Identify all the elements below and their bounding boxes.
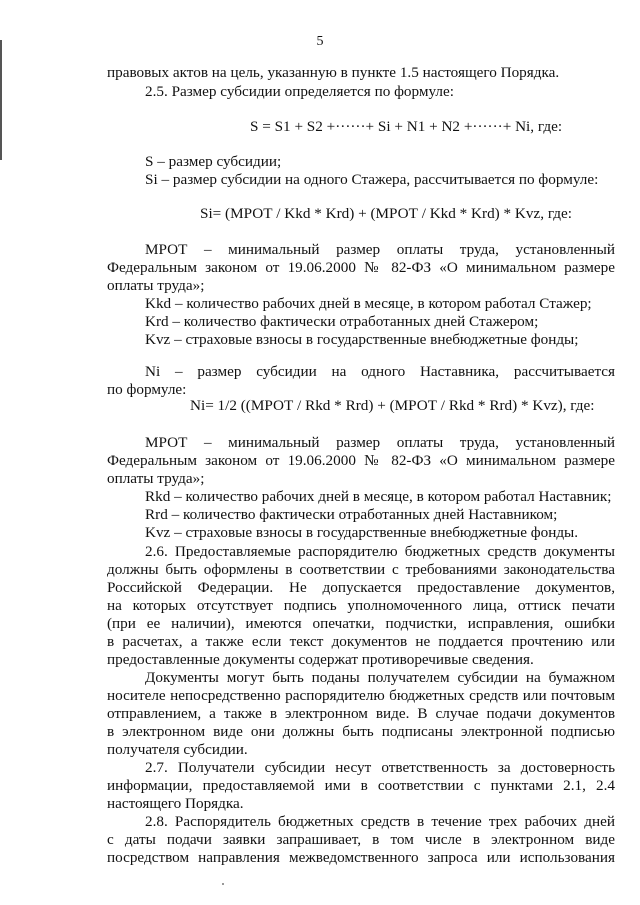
text-line: с даты подачи заявки запрашивает, в том числе в электронном виде bbox=[107, 831, 615, 848]
text-line: 2.8. Распорядитель бюджетных средств в течение трех рабочих дней bbox=[145, 813, 615, 830]
text-line: 2.5. Размер субсидии определяется по формуле: bbox=[145, 83, 454, 100]
text-line: Kvz – страховые взносы в государственные внебюджетные фонды. bbox=[145, 524, 579, 541]
text-line: предоставленные документы содержат противоречивые сведения. bbox=[107, 651, 534, 668]
text-line: посредством направления межведомственного запроса или использования bbox=[107, 849, 615, 866]
text-line: Rrd – количество фактически отработанных дней Наставником; bbox=[145, 506, 558, 523]
formula-si bbox=[200, 205, 572, 223]
text-line: информации, предоставляемой ими в соответствии с пунктами 2.1, 2.4 bbox=[107, 777, 615, 794]
text-line: получателя субсидии. bbox=[107, 741, 248, 758]
text-line: Kkd – количество рабочих дней в месяце, в котором работал Стажер; bbox=[145, 295, 592, 312]
text-line: Rkd – количество рабочих дней в месяце, в котором работал Наставник; bbox=[145, 488, 612, 505]
text-line: Kvz – страховые взносы в государственные внебюджетные фонды; bbox=[145, 331, 579, 348]
formula-text: S = S1 + S2 +······+ Si + N1 + N2 +······+ Ni, где: bbox=[250, 118, 563, 135]
text-line: Si – размер субсидии на одного Стажера, рассчитывается по формуле: bbox=[145, 171, 599, 188]
text-line: отправлением, а также в электронном виде. В случае подачи документов bbox=[107, 705, 615, 722]
text-line: носителе непосредственно распорядителю бюджетных средств или почтовым bbox=[107, 687, 615, 704]
page-number: 5 bbox=[316, 34, 324, 49]
formula-s bbox=[250, 118, 562, 136]
text-line: МРОТ – минимальный размер оплаты труда, установленный bbox=[145, 241, 615, 258]
text-line: в расчетах, а также если текст документов не поддается прочтению или bbox=[107, 633, 615, 650]
text-line: S – размер субсидии; bbox=[145, 153, 282, 170]
text-line: по формуле: bbox=[107, 381, 187, 398]
text-line: должны быть оформлены в соответствии с требованиями законодательства bbox=[107, 561, 615, 578]
text-line: (при ее наличии), имеются опечатки, подчистки, исправления, ошибки bbox=[107, 615, 615, 632]
text-line: Krd – количество фактически отработанных дней Стажером; bbox=[145, 313, 539, 330]
formula-ni bbox=[190, 397, 594, 415]
text-line: оплаты труда»; bbox=[107, 470, 205, 487]
text-line: МРОТ – минимальный размер оплаты труда, установленный bbox=[145, 434, 615, 451]
text-line: Федеральным законом от 19.06.2000 № 82-ФЗ «О минимальном размере bbox=[107, 452, 615, 469]
text-line: Федеральным законом от 19.06.2000 № 82-ФЗ «О минимальном размере bbox=[107, 259, 615, 276]
text-line: на которых отсутствует подпись уполномоченного лица, оттиск печати bbox=[107, 597, 615, 614]
text-line: Российской Федерации. Не допускается предоставление документов, bbox=[107, 579, 615, 596]
text-line: настоящего Порядка. bbox=[107, 795, 244, 812]
scan-speck bbox=[222, 883, 224, 885]
formula-text: Si= (МРОТ / Kkd * Krd) + (МРОТ / Kkd * Krd) * Kvz, где: bbox=[200, 205, 572, 222]
text-line: Ni – размер субсидии на одного Наставника, рассчитывается bbox=[145, 363, 615, 380]
scan-edge-mark bbox=[0, 40, 2, 160]
formula-text: Ni= 1/2 ((МРОТ / Rkd * Rrd) + (МРОТ / Rkd * Rrd) * Kvz), где: bbox=[190, 397, 595, 414]
text-line: правовых актов на цель, указанную в пункте 1.5 настоящего Порядка. bbox=[107, 64, 560, 81]
text-line: Документы могут быть поданы получателем субсидии на бумажном bbox=[145, 669, 615, 686]
text-line: оплаты труда»; bbox=[107, 277, 205, 294]
text-line: в электронном виде они должны быть подписаны электронной подписью bbox=[107, 723, 615, 740]
text-line: 2.6. Предоставляемые распорядителю бюджетных средств документы bbox=[145, 543, 615, 560]
text-line: 2.7. Получатели субсидии несут ответственность за достоверность bbox=[145, 759, 615, 776]
